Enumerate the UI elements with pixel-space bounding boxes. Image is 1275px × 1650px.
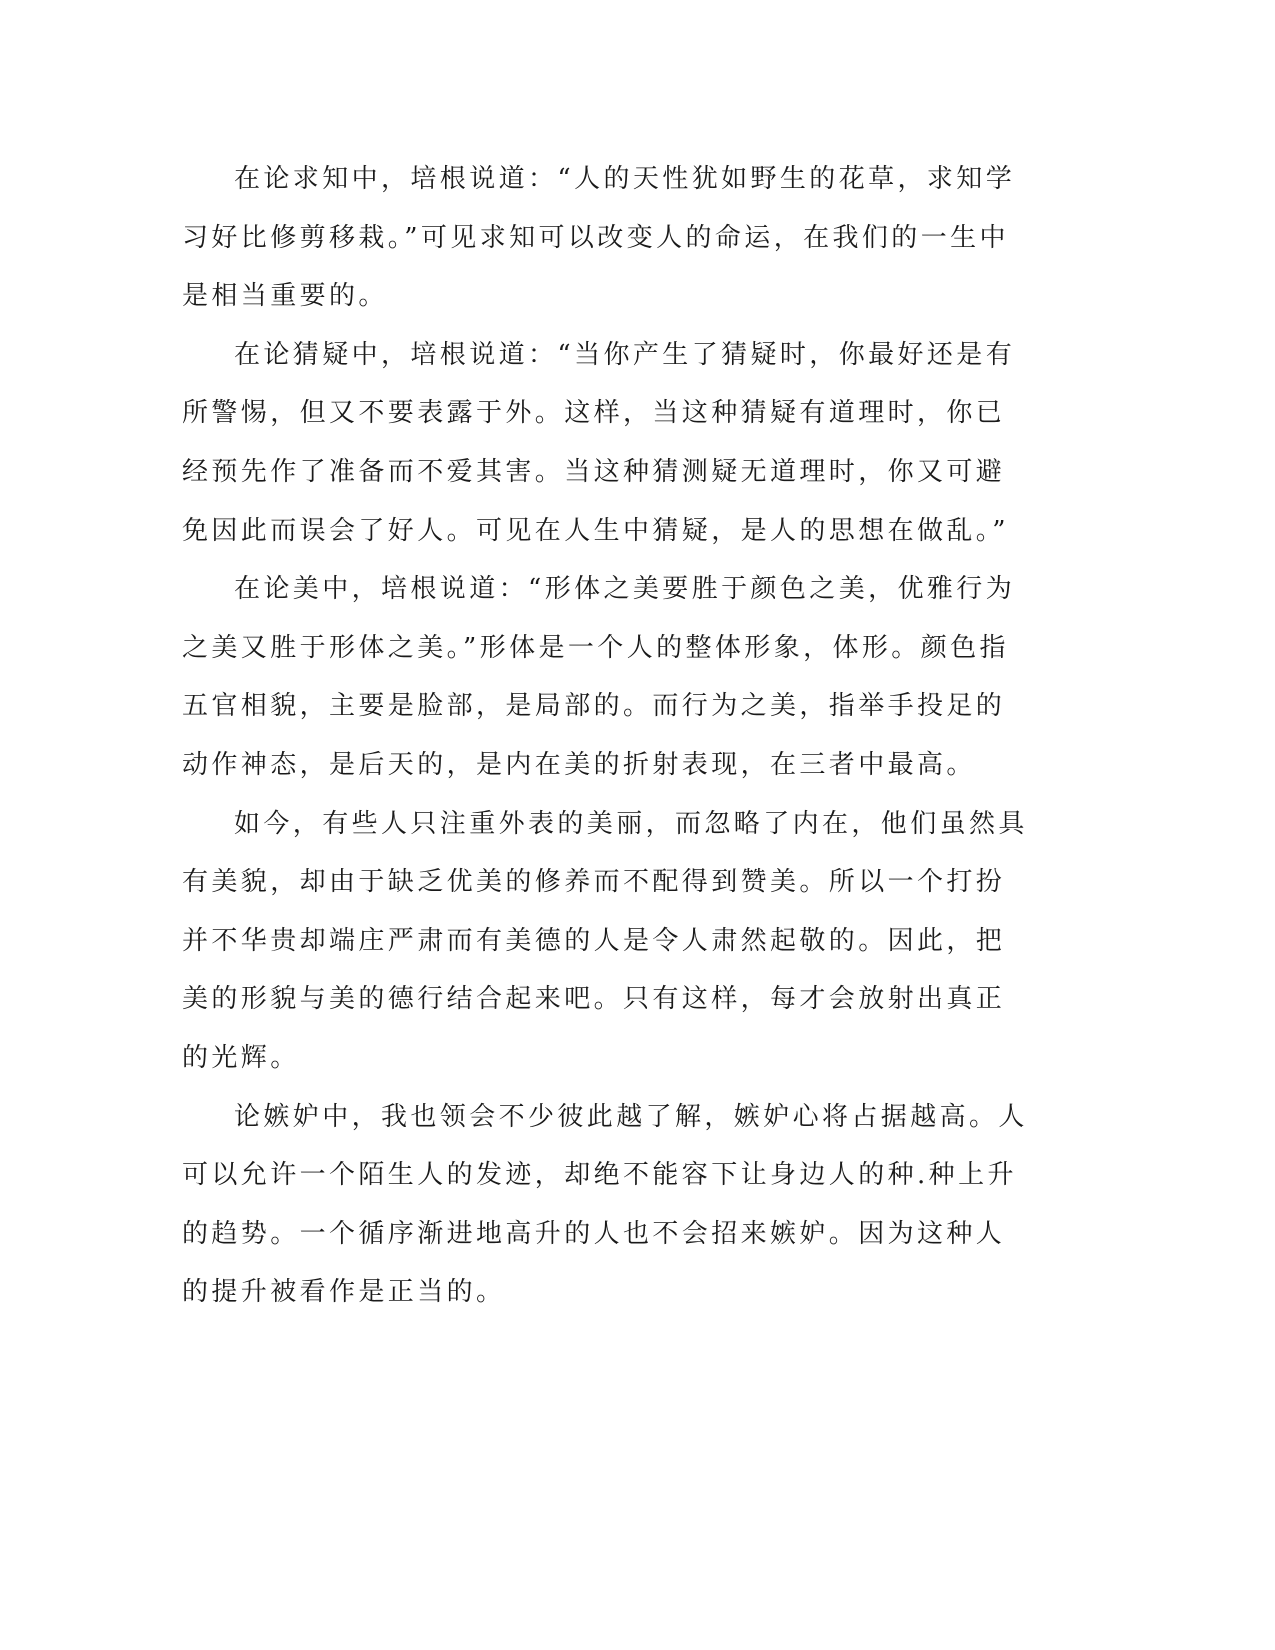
document-body bbox=[182, 150, 1030, 1322]
paragraph-inner-beauty: 如今，有些人只注重外表的美丽，而忽略了内在，他们虽然具有美貌，却由于缺乏优美的修养而不配得到赞美。所以一个打扮并不华贵却端庄严肃而有美德的人是令人肃然起敬的。因此，把美的形貌与美的德行结合起来吧。只有这样，每才会放射出真正的光辉。 bbox=[182, 808, 1028, 1073]
paragraph-on-beauty: 在论美中，培根说道：“形体之美要胜于颜色之美，优雅行为之美又胜于形体之美。”形体是一个人的整体形象，体形。颜色指五官相貌，主要是脸部，是局部的。而行为之美，指举手投足的动作神态，是后天的，是内在美的折射表现，在三者中最高。 bbox=[182, 574, 1016, 780]
paragraph-on-envy: 论嫉妒中，我也领会不少彼此越了解，嫉妒心将占据越高。人可以允许一个陌生人的发迹，却绝不能容下让身边人的种.种上升的趋势。一个循序渐进地高升的人也不会招来嫉妒。因为这种人的提升被看作是正当的。 bbox=[182, 1101, 1028, 1308]
paragraph-on-knowledge: 在论求知中，培根说道：“人的天性犹如野生的花草，求知学习好比修剪移栽。”可见求知可以改变人的命运，在我们的一生中是相当重要的。 bbox=[182, 164, 1016, 312]
paragraph-on-suspicion: 在论猜疑中，培根说道：“当你产生了猜疑时，你最好还是有所警惕，但又不要表露于外。这样，当这种猜疑有道理时，你已经预先作了准备而不爱其害。当这种猜测疑无道理时，你又可避免因此而误会了好人。可见在人生中猜疑，是人的思想在做乱。” bbox=[182, 339, 1016, 546]
